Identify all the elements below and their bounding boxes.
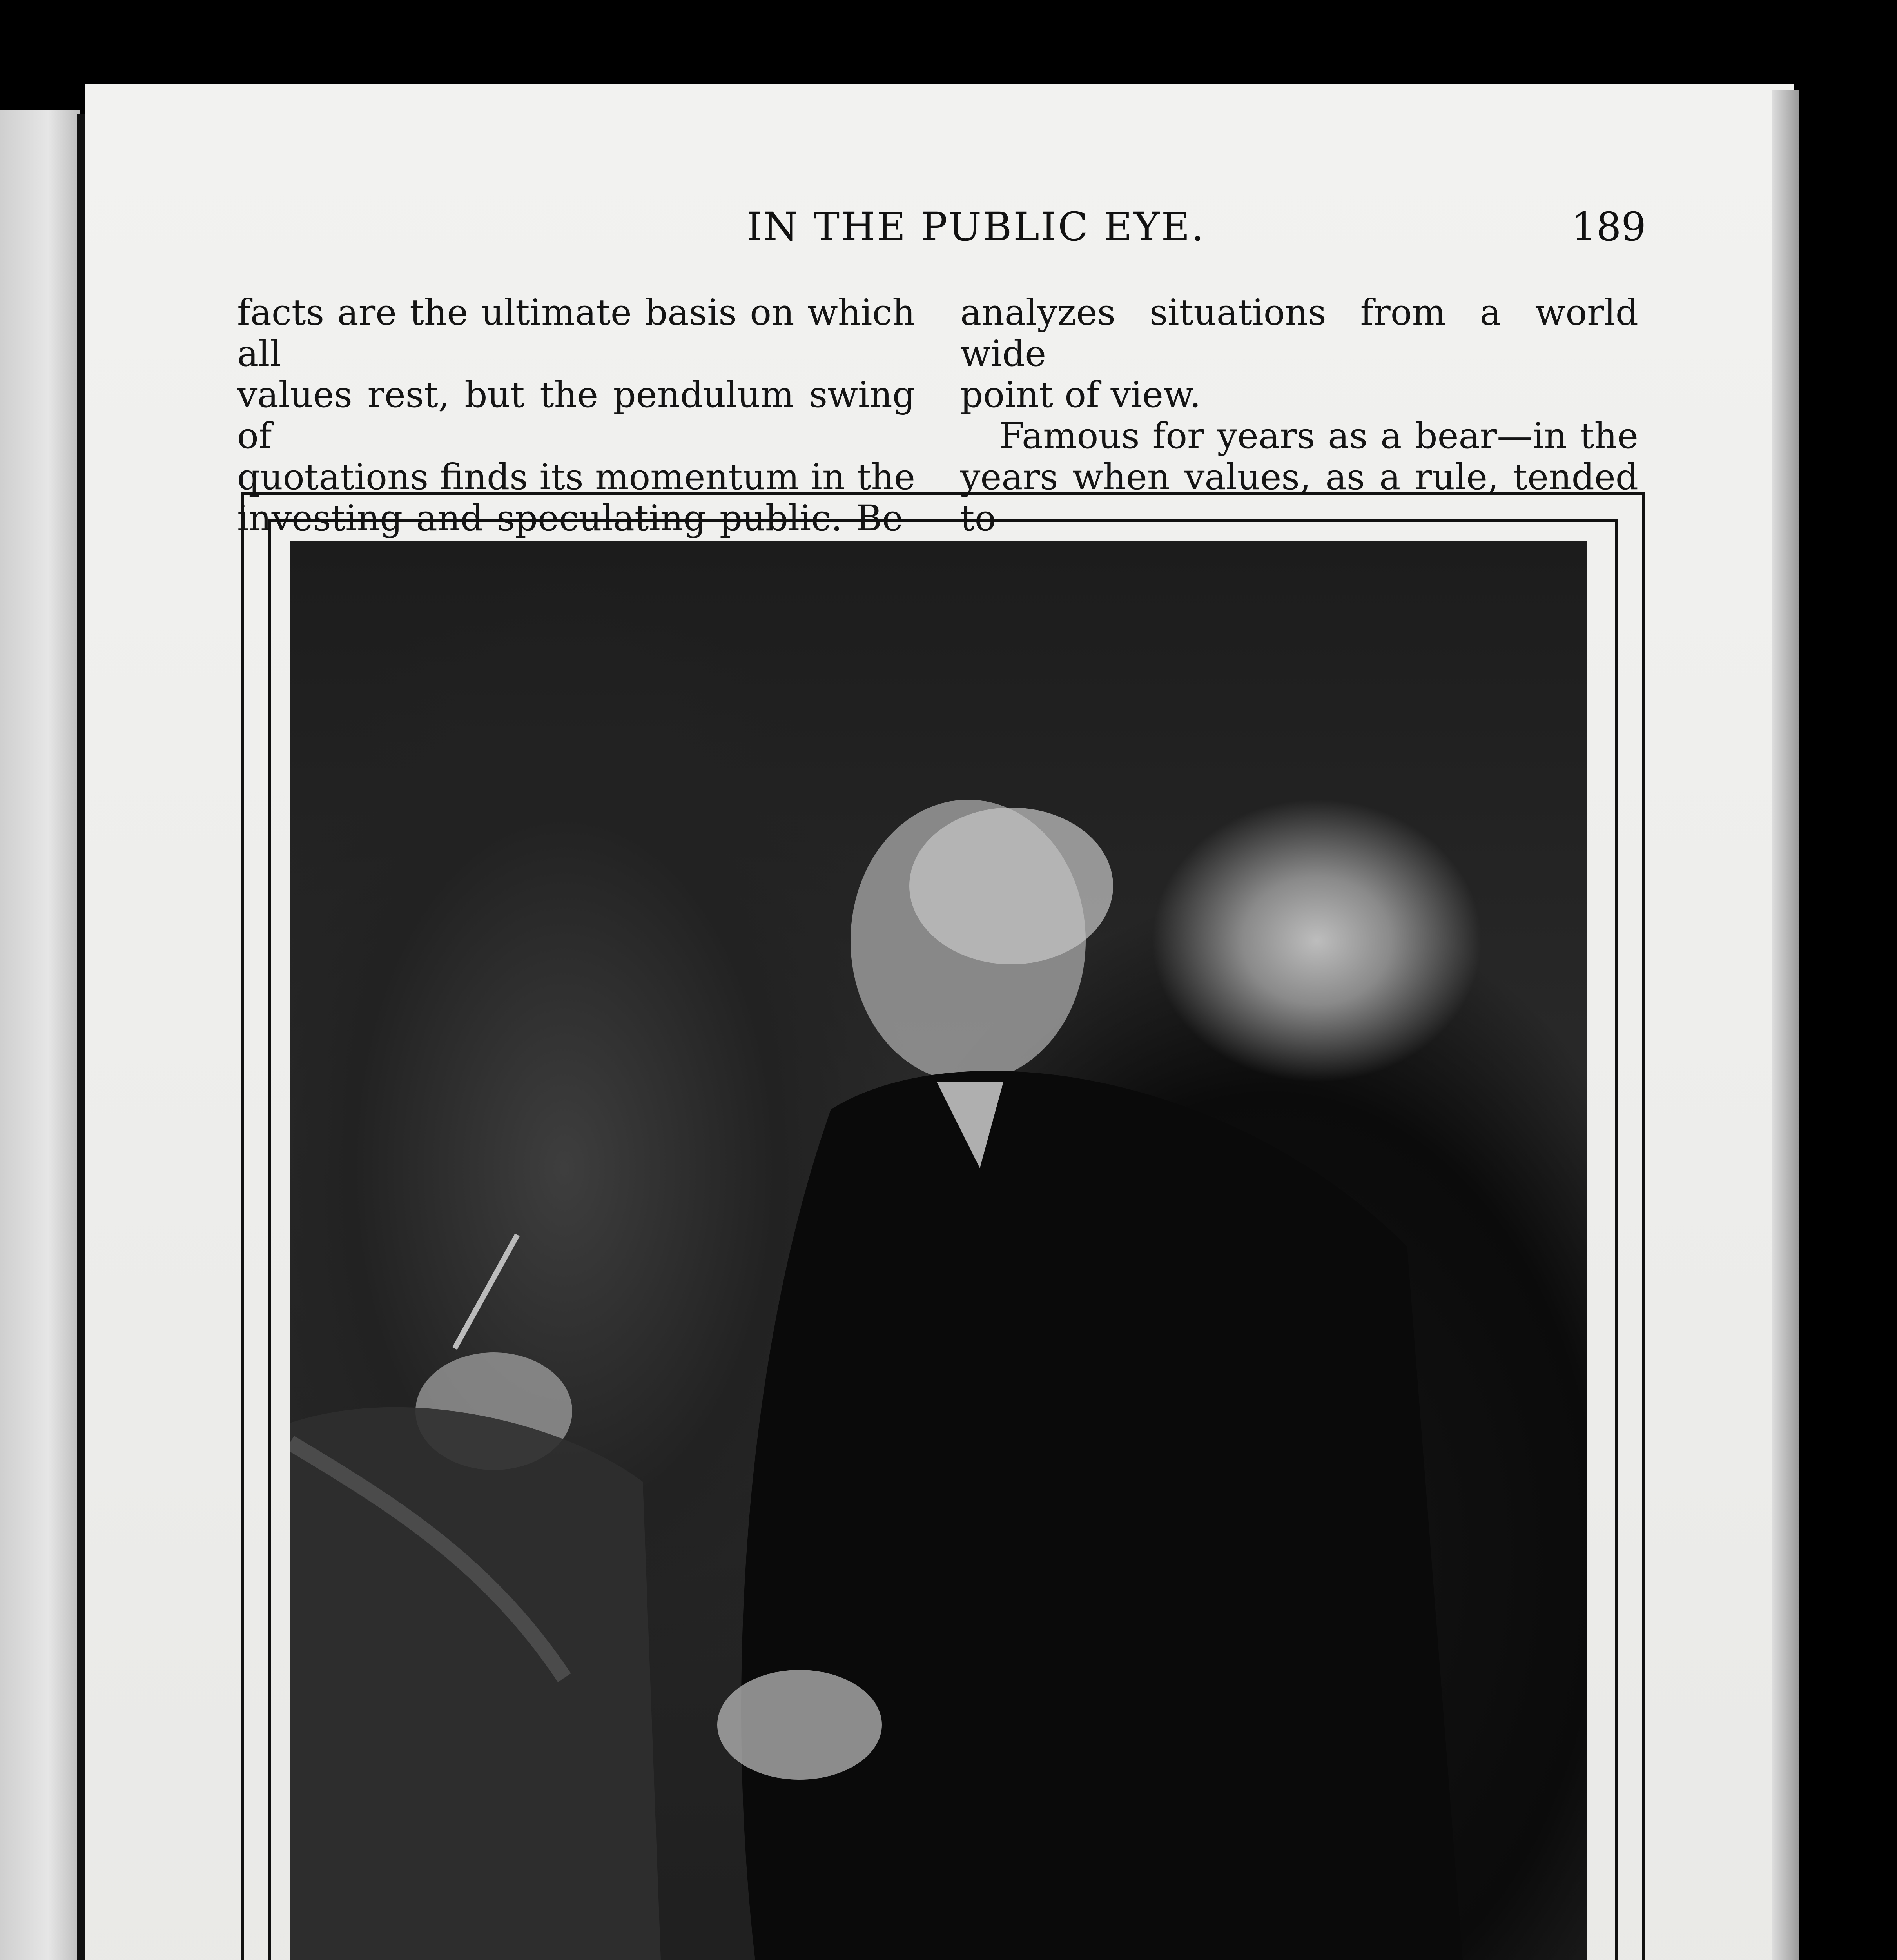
page-right-edge [1772, 90, 1799, 1960]
portrait-figure-silhouette [290, 541, 1587, 1960]
text-line: Famous for years as a bear—in the [999, 416, 1638, 457]
text-line: values rest, but the pendulum swing of [237, 374, 915, 457]
previous-page-edge [0, 110, 80, 1960]
portrait-photograph [290, 541, 1587, 1960]
text-line: investing and speculating public. Be- [237, 498, 915, 539]
text-line: quotations finds its momentum in the [237, 457, 915, 498]
running-title: IN THE PUBLIC EYE. [746, 204, 1206, 250]
text-line: analyzes situations from a world wide [960, 292, 1638, 374]
binding-gutter [77, 114, 85, 1960]
page-number: 189 [1571, 204, 1646, 250]
text-line: point of view. [960, 374, 1201, 416]
text-line: years when values, as a rule, tended to [960, 457, 1638, 539]
text-line: facts are the ultimate basis on which all [237, 292, 915, 374]
